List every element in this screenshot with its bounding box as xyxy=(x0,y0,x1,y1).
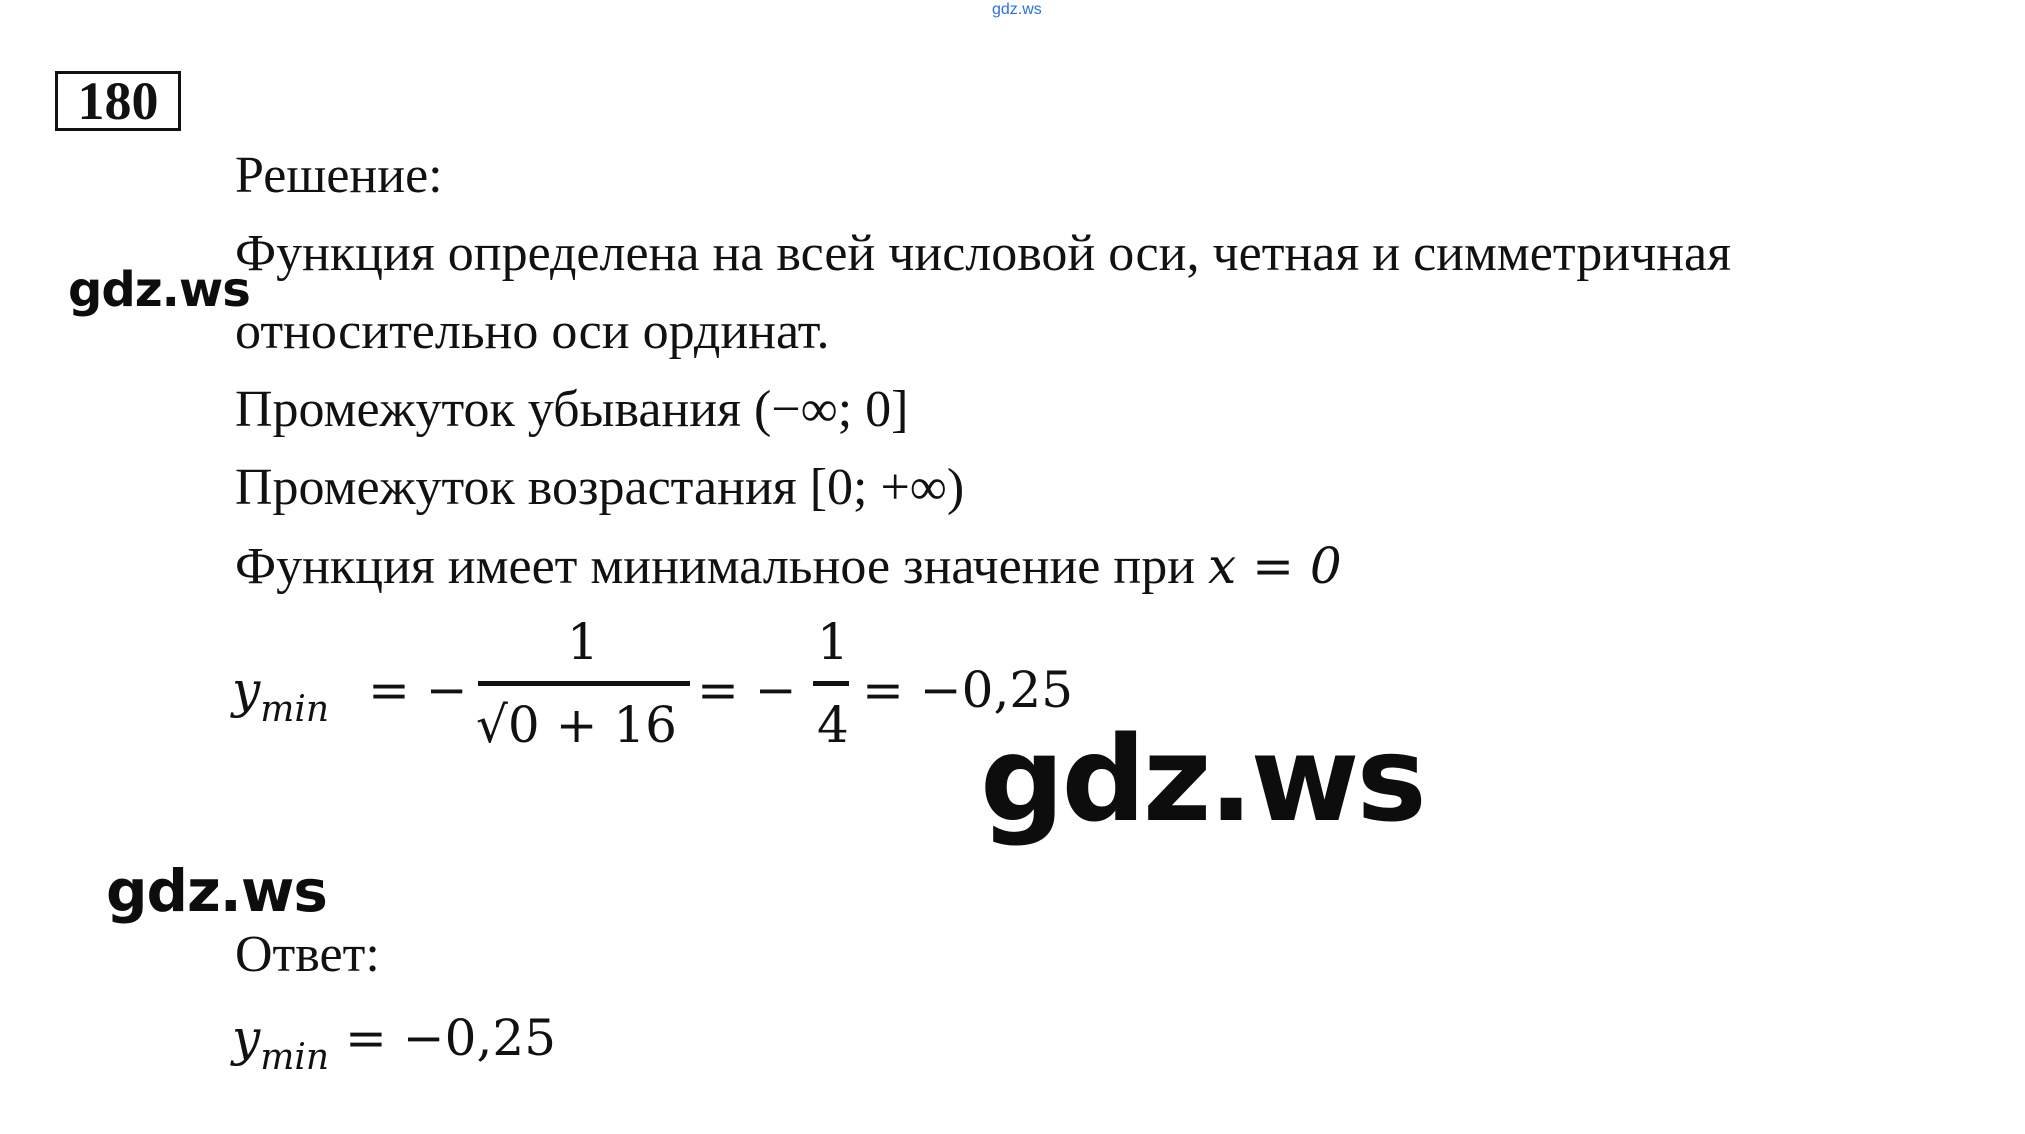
minimum-condition: x = 0 xyxy=(1208,537,1342,595)
minimum-statement xyxy=(235,536,1342,597)
answer-subscript: min xyxy=(260,1037,330,1078)
frac1-numerator: 1 xyxy=(567,613,599,671)
formula-var: y xyxy=(232,661,261,719)
formula-lhs xyxy=(232,660,330,730)
formula-eq1: = − xyxy=(368,661,468,719)
solution-heading: Решение: xyxy=(235,147,443,204)
formula-subscript: min xyxy=(260,689,330,730)
answer-var: y xyxy=(232,1009,261,1067)
frac2-bar xyxy=(813,681,849,686)
watermark-top: gdz.ws xyxy=(992,1,1042,18)
solution-line-1: Функция определена на всей числовой оси, четная и симметричная xyxy=(235,225,1732,282)
answer-value: = −0,25 xyxy=(345,1009,557,1067)
formula-result: = −0,25 xyxy=(862,661,1074,719)
frac1-denominator: √0 + 16 xyxy=(476,696,677,754)
formula-eq2: = − xyxy=(697,661,797,719)
minimum-text: Функция имеет минимальное значение при xyxy=(235,538,1196,595)
solution-line-2: относительно оси ординат. xyxy=(235,303,830,360)
watermark-center-large: gdz.ws xyxy=(980,710,1424,848)
task-number: 180 xyxy=(55,71,181,131)
decreasing-interval: Промежуток убывания (−∞; 0] xyxy=(235,381,909,438)
increasing-interval: Промежуток возрастания [0; +∞) xyxy=(235,459,965,516)
frac2-denominator: 4 xyxy=(817,696,849,754)
watermark-left-lower: gdz.ws xyxy=(106,857,327,925)
answer-formula xyxy=(232,1008,557,1078)
frac2-numerator: 1 xyxy=(817,613,849,671)
frac1-bar xyxy=(478,681,690,686)
answer-heading: Ответ: xyxy=(235,926,380,983)
watermark-left-upper: gdz.ws xyxy=(68,262,250,318)
